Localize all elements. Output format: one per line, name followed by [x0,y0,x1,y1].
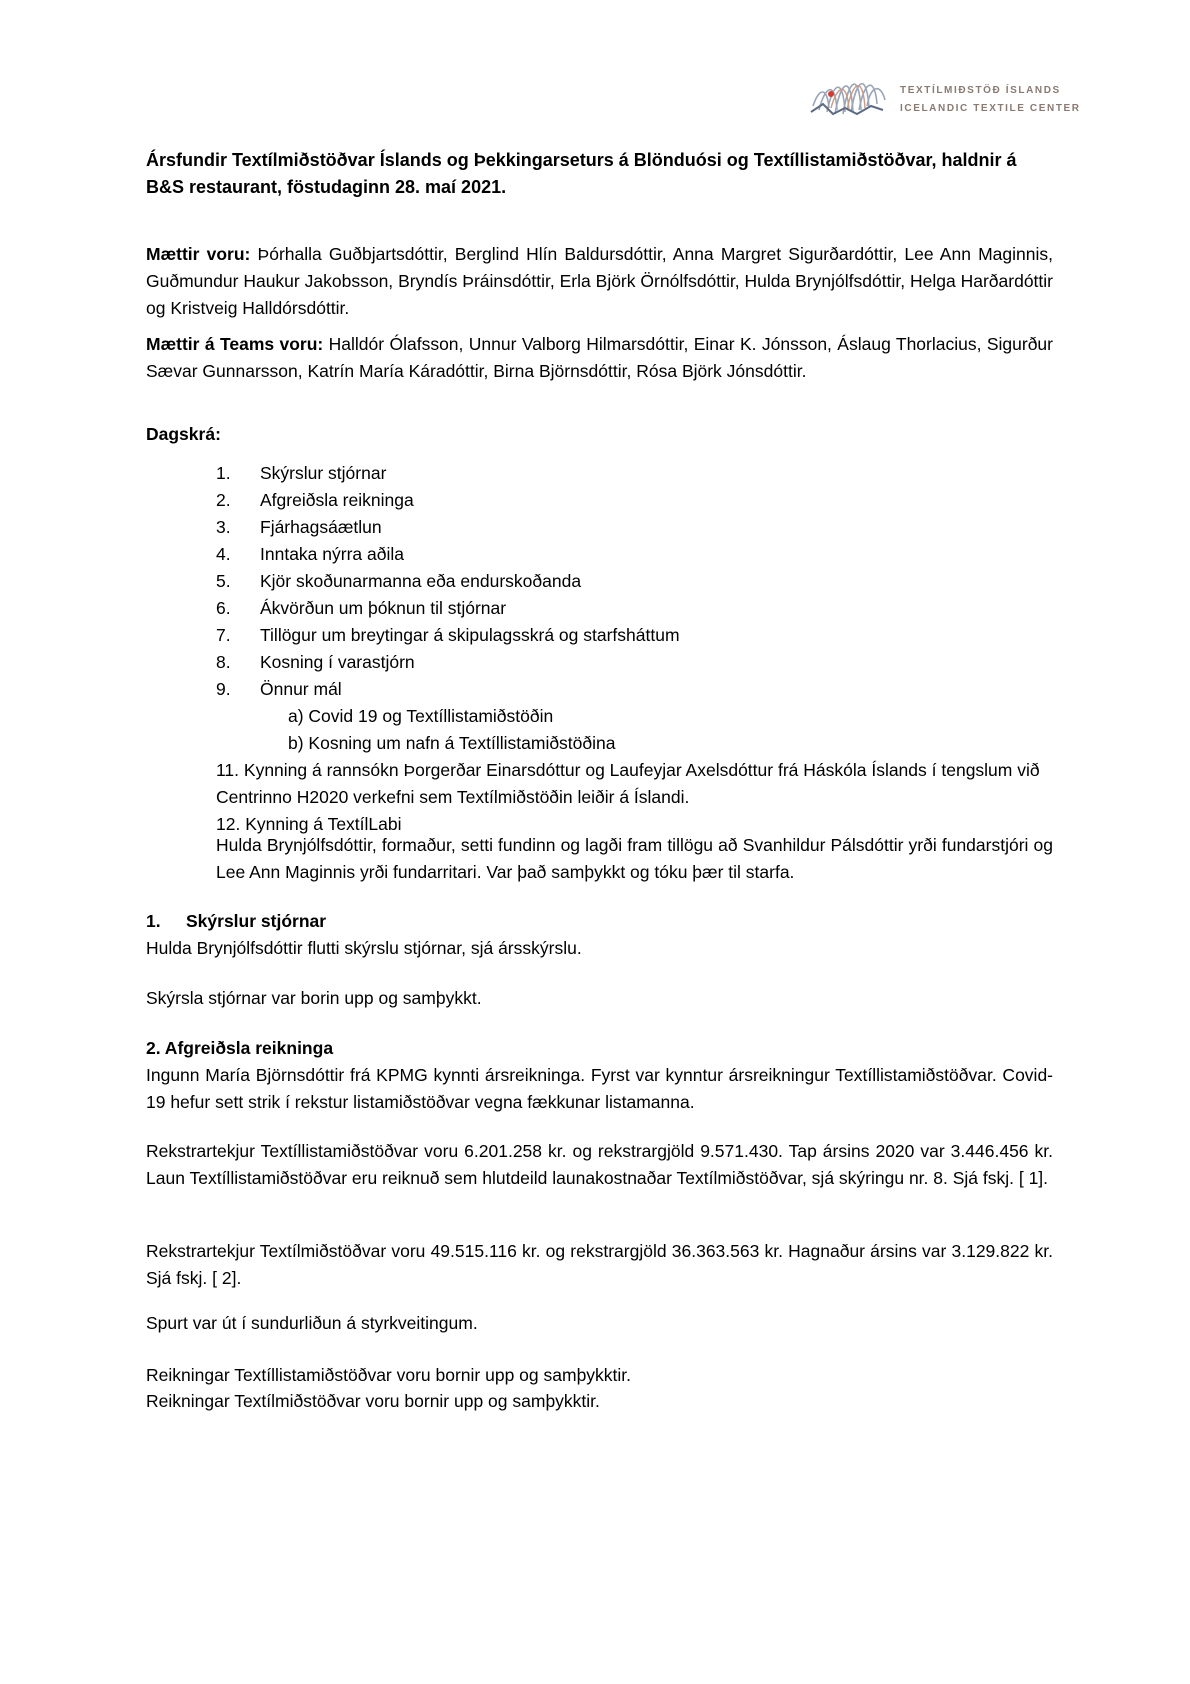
teams-attendees-text: Halldór Ólafsson, Unnur Valborg Hilmarsdóttir, Einar K. Jónsson, Áslaug Thorlacius, Sigurður Sævar Gunnarsson, Katrín María Káradóttir, Birna Björnsdóttir, Rósa Björk Jónsdóttir. [146,334,1053,381]
section-2-paragraph: Rekstrartekjur Textíllistamiðstöðvar voru 6.201.258 kr. og rekstrargjöld 9.571.430. Tap ársins 2020 var 3.446.456 kr. Laun Textíllistamiðstöðvar eru reiknuð sem hlutdeild launakostnaðar Textílmiðstöðvar, sjá skýringu nr. 8. Sjá fskj. [ 1]. [146,1141,1053,1188]
agenda-item-number: 1. [216,463,231,483]
agenda-item [216,676,1056,703]
teams-attendees-paragraph [146,331,1053,385]
section-1-number: 1. [146,911,161,931]
agenda-label-text: Dagskrá: [146,424,221,444]
agenda-item-number: 6. [216,598,231,618]
agenda-item [216,460,1056,487]
agenda-item-text: Ákvörðun um þóknun til stjórnar [260,598,507,618]
agenda-item [216,568,1056,595]
attendees-paragraph [146,241,1053,322]
agenda-item-number: 2. [216,490,231,510]
agenda-item-text: Inntaka nýrra aðila [260,544,404,564]
section-2-paragraph: Reikningar Textílmiðstöðvar voru bornir upp og samþykktir. [146,1391,600,1411]
agenda-item [216,622,1056,649]
section-2-heading: 2. Afgreiðsla reikninga [146,1038,334,1058]
agenda-item-text: Tillögur um breytingar á skipulagsskrá og starfsháttum [260,625,680,645]
agenda-item-text: Afgreiðsla reikninga [260,490,414,510]
agenda-list [216,460,1056,838]
agenda-item-number: 5. [216,571,231,591]
logo-line-2: ICELANDIC TEXTILE CENTER [900,103,1081,114]
agenda-item [216,595,1056,622]
agenda-item-text: Fjárhagsáætlun [260,517,382,537]
agenda-item [216,487,1056,514]
logo [805,68,1081,128]
section-1-heading [146,908,1053,935]
agenda-item-number: 8. [216,652,231,672]
section-2-paragraph: Ingunn María Björnsdóttir frá KPMG kynnti ársreikninga. Fyrst var kynntur ársreikningur Textíllistamiðstöðvar. Covid-19 hefur sett strik í rekstur listamiðstöðvar vegna fækkunar listamanna. [146,1065,1053,1112]
section-2-paragraph: Rekstrartekjur Textílmiðstöðvar voru 49.515.116 kr. og rekstrargjöld 36.363.563 kr. Hagnaður ársins var 3.129.822 kr. Sjá fskj. [ 2]. [146,1241,1053,1288]
agenda-item-text: Skýrslur stjórnar [260,463,387,483]
agenda-subitem: b) Kosning um nafn á Textíllistamiðstöðina [288,733,616,753]
agenda-item-text: Önnur mál [260,679,342,699]
agenda-item-extra: 12. Kynning á TextílLabi [216,814,402,834]
section-2-paragraph: Reikningar Textíllistamiðstöðvar voru bornir upp og samþykktir. [146,1365,632,1385]
section-1-paragraph: Skýrsla stjórnar var borin upp og samþykkt. [146,988,482,1008]
teams-attendees-label: Mættir á Teams voru: [146,334,324,354]
agenda-item-number: 7. [216,625,231,645]
agenda-label [146,421,1053,448]
agenda-item [216,514,1056,541]
section-2-paragraph: Spurt var út í sundurliðun á styrkveitingum. [146,1313,478,1333]
agenda-item-number: 3. [216,517,231,537]
agenda-item-text: Kjör skoðunarmanna eða endurskoðanda [260,571,582,591]
intro-paragraph: Hulda Brynjólfsdóttir, formaður, setti fundinn og lagði fram tillögu að Svanhildur Pálsdóttir yrði fundarstjóri og Lee Ann Maginnis yrði fundarritari. Var það samþykkt og tóku þær til starfa. [216,835,1053,882]
section-1-paragraph: Hulda Brynjólfsdóttir flutti skýrslu stjórnar, sjá ársskýrslu. [146,938,582,958]
agenda-item-text: Kosning í varastjórn [260,652,415,672]
attendees-label: Mættir voru: [146,244,251,264]
logo-line-1: TEXTÍLMIÐSTÖÐ ÍSLANDS [900,85,1061,96]
document-title: Ársfundir Textílmiðstöðvar Íslands og Þekkingarseturs á Blönduósi og Textíllistamiðstöðvar, haldnir á B&S restaurant, föstudaginn 28. maí 2021. [146,150,1017,197]
logo-text [900,82,1081,118]
agenda-item [216,541,1056,568]
agenda-item-extra: 11. Kynning á rannsókn Þorgerðar Einarsdóttur og Laufeyjar Axelsdóttur frá Háskóla Íslands í tengslum við Centrinno H2020 verkefni sem Textílmiðstöðin leiðir á Íslandi. [216,760,1040,807]
agenda-subitem: a) Covid 19 og Textíllistamiðstöðin [288,706,554,726]
agenda-item-number: 9. [216,679,231,699]
iceland-textile-logo-icon [805,68,895,128]
section-1-title: Skýrslur stjórnar [186,911,327,931]
attendees-text: Þórhalla Guðbjartsdóttir, Berglind Hlín Baldursdóttir, Anna Margret Sigurðardóttir, Lee Ann Maginnis, Guðmundur Haukur Jakobsson, Bryndís Þráinsdóttir, Erla Björk Örnólfsdóttir, Hulda Brynjólfsdóttir, Helga Harðardóttir og Kristveig Halldórsdóttir. [146,244,1053,318]
agenda-item-number: 4. [216,544,231,564]
agenda-item [216,649,1056,676]
